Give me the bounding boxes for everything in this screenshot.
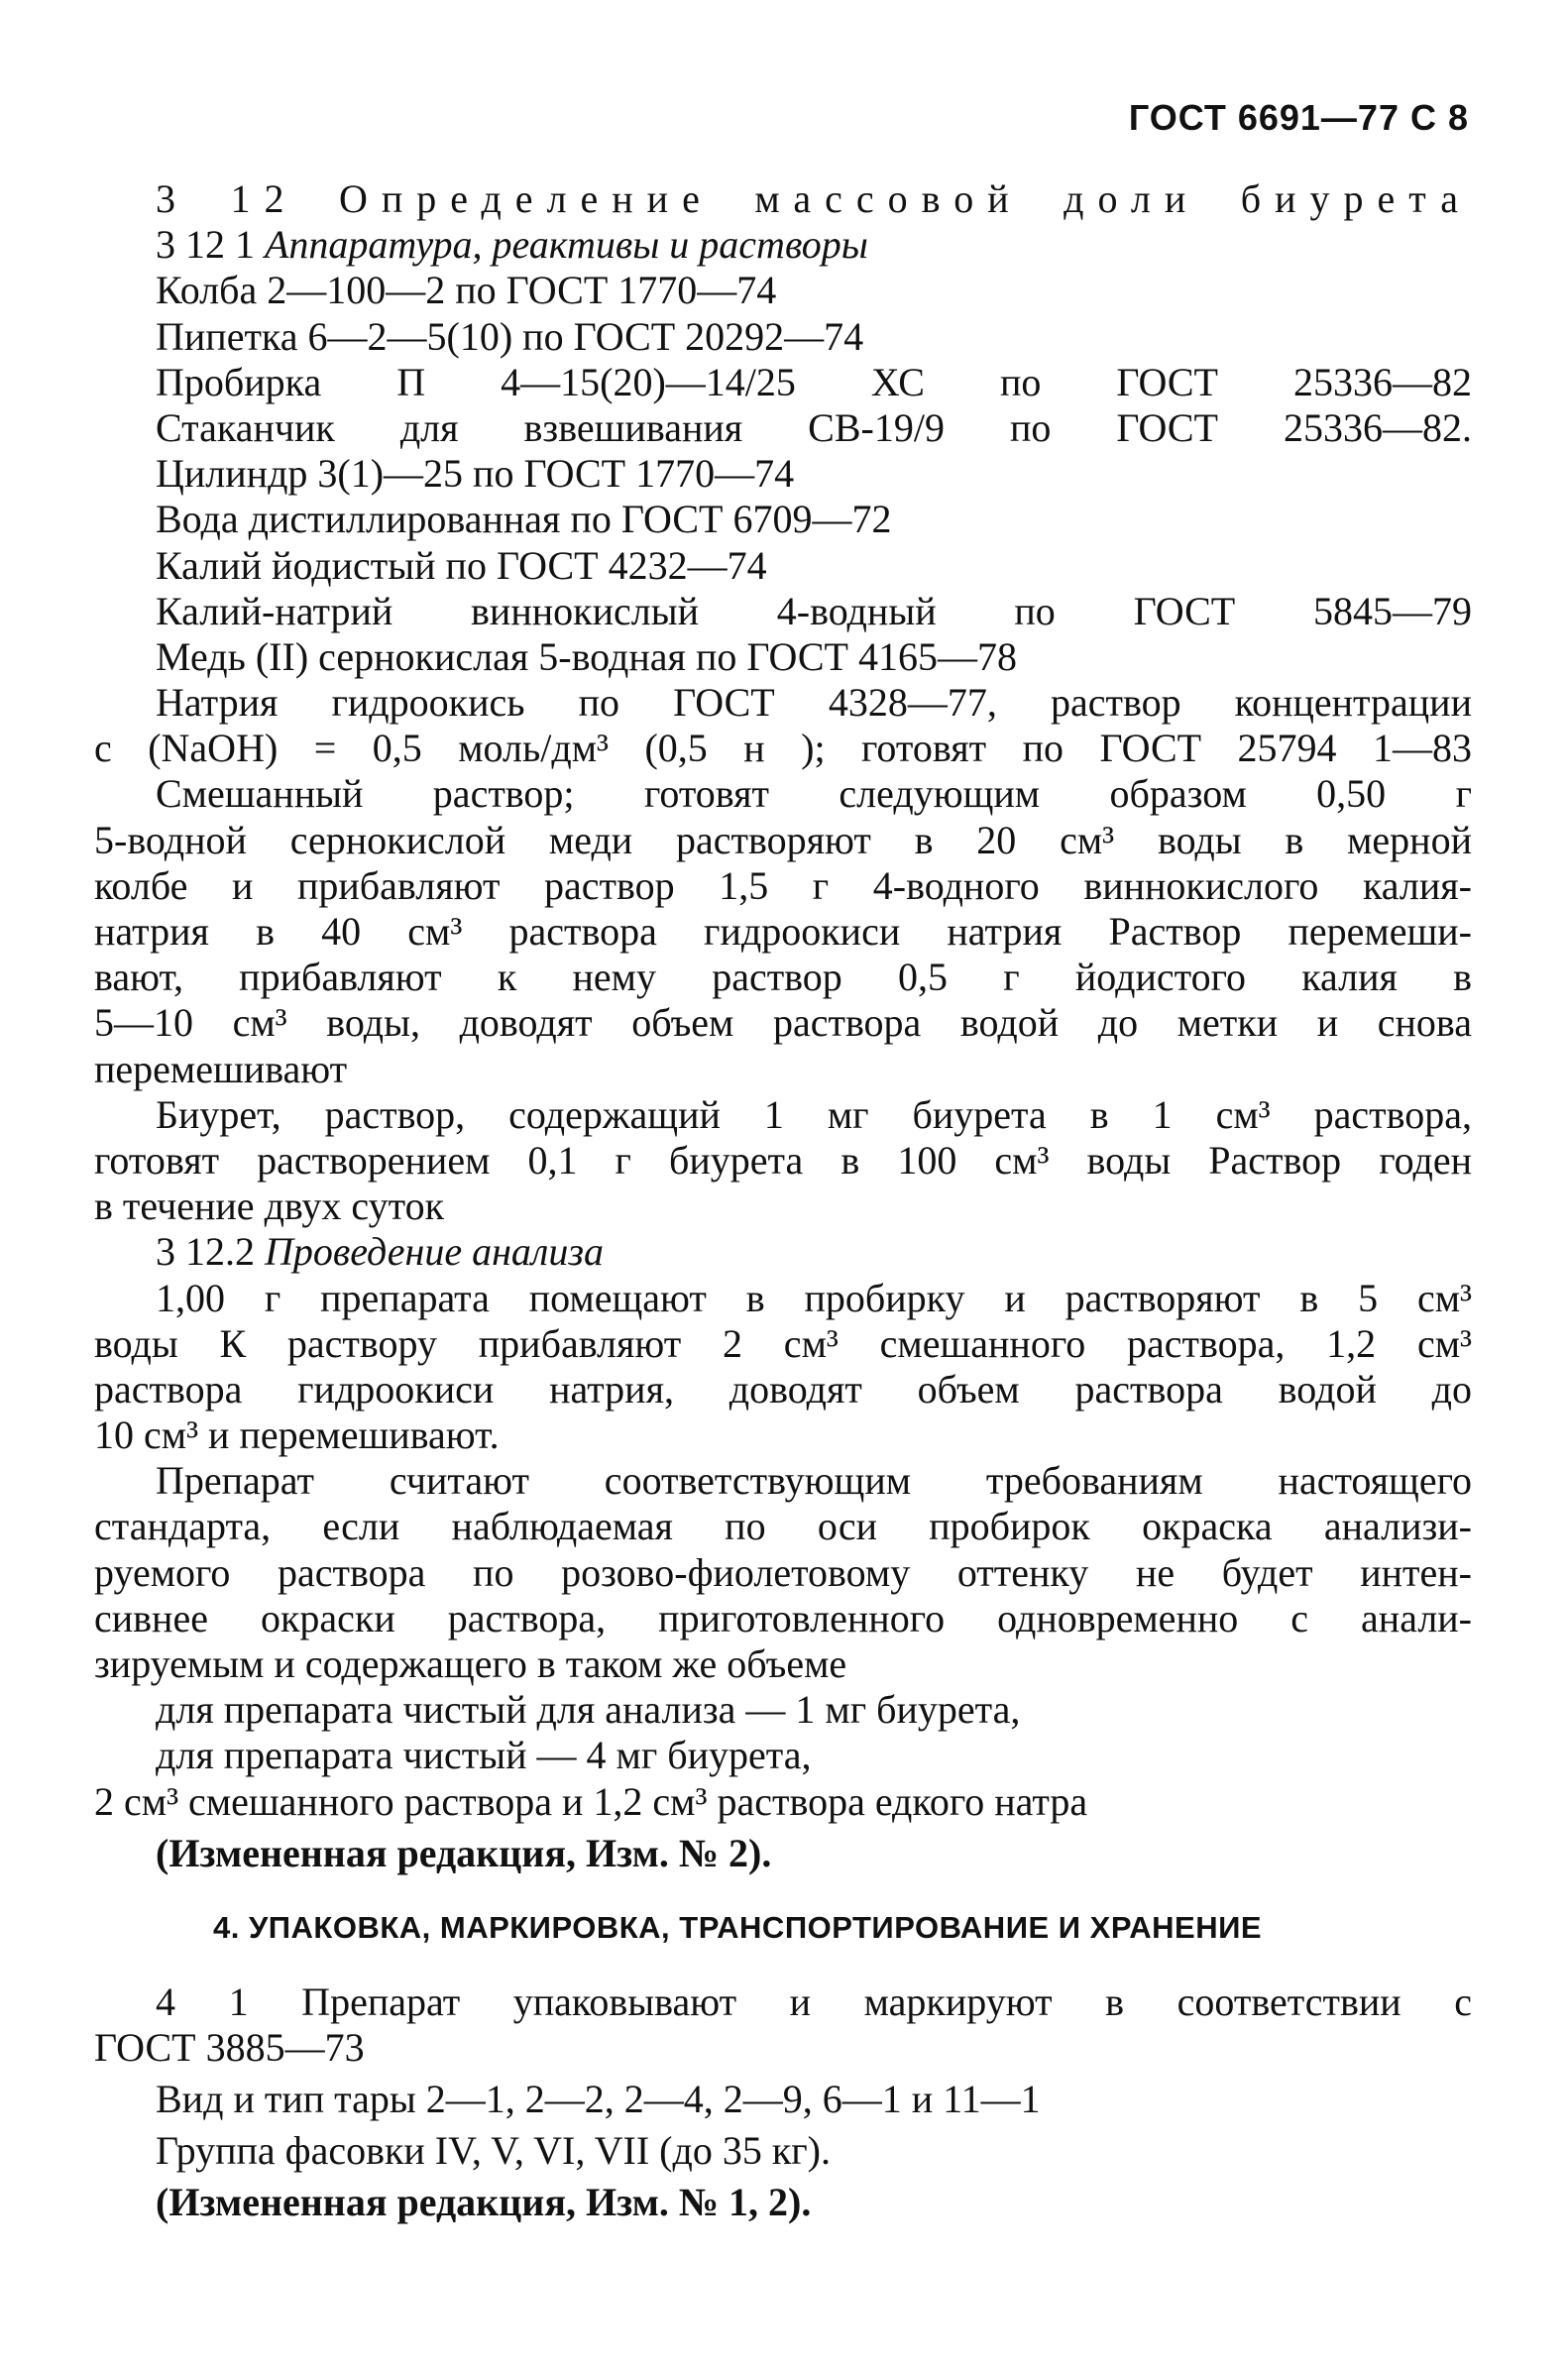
equipment-item: Стаканчик для взвешивания СВ-19/9 по ГОСТ 25336—82. (156, 404, 1472, 450)
paragraph-line: перемешивают (94, 1046, 348, 1091)
subsection-heading (94, 1229, 1472, 1275)
paragraph-line: Смешанный раствор; готовят следующим образом 0,50 г (156, 771, 1472, 817)
paragraph-line: Биурет, раствор, содержащий 1 мг биурета в 1 см³ раствора, (156, 1091, 1472, 1137)
paragraph-line: вают, прибавляют к нему раствор 0,5 г йодистого калия в (94, 955, 1472, 1000)
section-gap (94, 1876, 1472, 1910)
amendment-note: (Измененная редакция, Изм. № 2). (156, 1830, 772, 1875)
subsection-number: 3 12.2 (156, 1229, 255, 1275)
paragraph-line: натрия в 40 см³ раствора гидроокиси натрия Раствор перемеши- (94, 909, 1472, 954)
equipment-item: Пробирка П 4—15(20)—14/25 ХС по ГОСТ 25336—82 (156, 359, 1472, 404)
list-item: для препарата чистый для анализа — 1 мг биурета, (156, 1687, 1021, 1733)
amendment-note: (Измененная редакция, Изм. № 1, 2). (156, 2180, 812, 2225)
page-header: ГОСТ 6691—77 С 8 (1128, 97, 1469, 138)
paragraph-line: Препарат считают соответствующим требованиям настоящего (156, 1458, 1472, 1504)
paragraph-line: в течение двух суток (94, 1184, 445, 1229)
subsection-title: Проведение анализа (265, 1229, 604, 1275)
paragraph-line: 4 1 Препарат упаковывают и маркируют в соответствии с (156, 1978, 1472, 2024)
paragraph-line: руемого раствора по розово-фиолетовому оттенку не будет интен- (94, 1549, 1472, 1595)
reagent-item: Калий-натрий виннокислый 4-водный по ГОСТ 5845—79 (156, 588, 1472, 633)
paragraph-line: 5-водной сернокислой меди растворяют в 20 см³ воды в мерной (94, 817, 1472, 862)
list-item: для препарата чистый — 4 мг биурета, (156, 1733, 812, 1778)
subsection-title: Аппаратура, реактивы и растворы (265, 222, 868, 268)
paragraph-line: 5—10 см³ воды, доводят объем раствора водой до метки и снова (94, 1000, 1472, 1046)
paragraph-line: колбе и прибавляют раствор 1,5 г 4-водного виннокислого калия- (94, 862, 1472, 908)
subsection-number: 3 12 1 (156, 222, 255, 268)
paragraph-line: раствора гидроокиси натрия, доводят объем раствора водой до (94, 1366, 1472, 1412)
paragraph-line: Вид и тип тары 2—1, 2—2, 2—4, 2—9, 6—1 и 11—1 (156, 2077, 1041, 2122)
equipment-item: Цилиндр 3(1)—25 по ГОСТ 1770—74 (156, 451, 795, 497)
reagent-item: Вода дистиллированная по ГОСТ 6709—72 (156, 497, 892, 542)
section-title: 3 12 Определение массовой доли биурета (156, 176, 1472, 221)
paragraph-line: воды К раствору прибавляют 2 см³ смешанного раствора, 1,2 см³ (94, 1320, 1472, 1366)
equipment-item: Пипетка 6—2—5(10) по ГОСТ 20292—74 (156, 313, 864, 359)
paragraph-line: 10 см³ и перемешивают. (94, 1412, 500, 1458)
paragraph-line: Группа фасовки IV, V, VI, VII (до 35 кг). (156, 2128, 831, 2174)
paragraph-line: 1,00 г препарата помещают в пробирку и растворяют в 5 см³ (156, 1275, 1472, 1320)
document-body (94, 176, 1472, 2226)
paragraph-line: сивнее окраски раствора, приготовленного одновременно с анали- (94, 1595, 1472, 1640)
section-heading: 4. УПАКОВКА, МАРКИРОВКА, ТРАНСПОРТИРОВАНИЕ И ХРАНЕНИЕ (213, 1909, 1263, 1945)
paragraph-line: стандарта, если наблюдаемая по оси пробирок окраска анализи- (94, 1504, 1472, 1549)
paragraph-line: ГОСТ 3885—73 (94, 2024, 365, 2070)
paragraph-line: с (NaOH) = 0,5 моль/дм³ (0,5 н ); готовят по ГОСТ 25794 1—83 (94, 726, 1472, 771)
paragraph-line: 2 см³ смешанного раствора и 1,2 см³ раствора едкого натра (94, 1778, 1088, 1824)
equipment-item: Колба 2—100—2 по ГОСТ 1770—74 (156, 268, 777, 313)
paragraph-line: готовят растворением 0,1 г биурета в 100 см³ воды Раствор годен (94, 1137, 1472, 1183)
paragraph-line: Натрия гидроокись по ГОСТ 4328—77, раствор концентрации (156, 680, 1472, 726)
section-gap (94, 1946, 1472, 1979)
reagent-item: Медь (II) сернокислая 5-водная по ГОСТ 4165—78 (156, 633, 1017, 679)
subsection-heading (94, 222, 1472, 268)
paragraph-line: зируемым и содержащего в таком же объеме (94, 1641, 847, 1686)
reagent-item: Калий йодистый по ГОСТ 4232—74 (156, 542, 767, 588)
